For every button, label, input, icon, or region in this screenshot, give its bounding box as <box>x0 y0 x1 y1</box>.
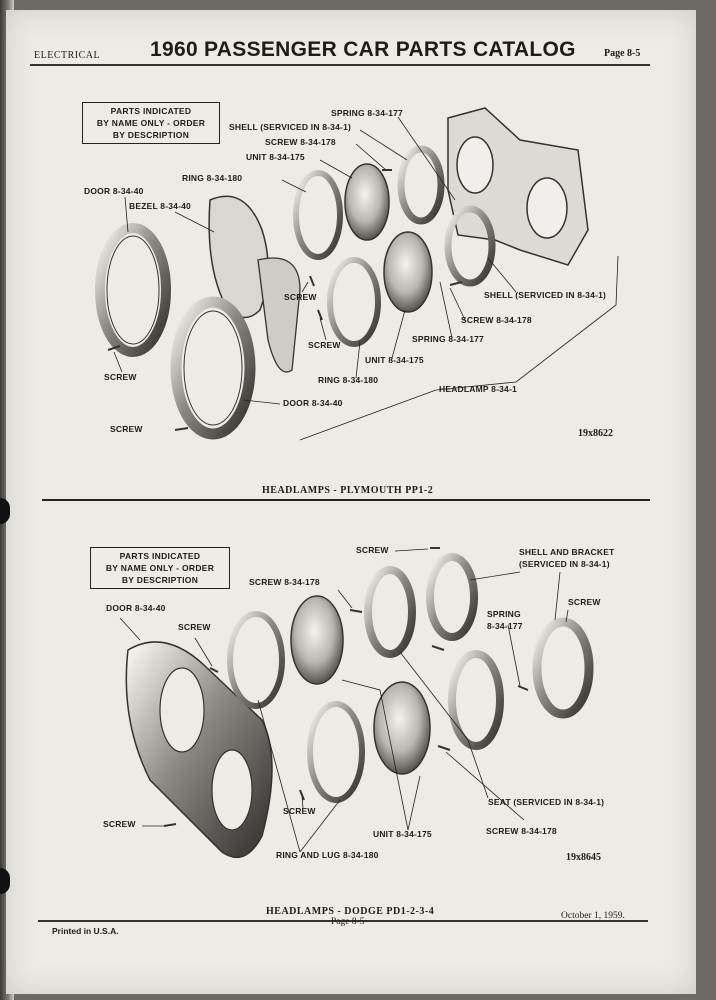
screw-label: SCREW 8-34-178 <box>486 826 557 836</box>
ring-part <box>296 173 340 257</box>
ring-label: RING 8-34-180 <box>318 375 379 385</box>
section-label: ELECTRICAL <box>34 50 101 61</box>
sealed-beam-unit <box>374 682 430 774</box>
order-note-box: PARTS INDICATED BY NAME ONLY - ORDER BY DESCRIPTION <box>82 102 220 144</box>
sealed-beam-unit <box>384 232 432 312</box>
unit-label: UNIT 8-34-175 <box>365 355 424 365</box>
screw-label: SCREW <box>103 819 136 829</box>
figure-caption: HEADLAMPS - DODGE PD1-2-3-4 <box>266 906 435 917</box>
figure-number: 19x8645 <box>566 852 601 863</box>
order-note-box: PARTS INDICATED BY NAME ONLY - ORDER BY DESCRIPTION <box>90 547 230 589</box>
printed-in-label: Printed in U.S.A. <box>52 926 119 936</box>
ring-part <box>230 614 282 706</box>
screw-label: SCREW 8-34-178 <box>249 577 320 587</box>
page-number: Page 8-5 <box>604 48 641 59</box>
unit-label: UNIT 8-34-175 <box>246 152 305 162</box>
spring-label: SPRING 8-34-177 <box>331 108 403 118</box>
shell-bracket-sub-label: (SERVICED IN 8-34-1) <box>519 559 610 569</box>
spring-label: SPRING 8-34-177 <box>412 334 484 344</box>
ring-part <box>330 260 378 344</box>
screw-label: SCREW <box>356 545 389 555</box>
screw-label: SCREW <box>283 806 316 816</box>
seat-label: SEAT (SERVICED IN 8-34-1) <box>488 797 605 807</box>
sealed-beam-unit <box>291 596 343 684</box>
door-part <box>176 302 250 434</box>
door-part <box>126 642 272 857</box>
figure-number: 19x8622 <box>578 428 613 439</box>
ring-part <box>310 704 362 800</box>
spring-number-label: 8-34-177 <box>487 621 523 631</box>
screw-label: SCREW <box>178 622 211 632</box>
screw-label: SCREW 8-34-178 <box>265 137 336 147</box>
shell-bracket-part <box>537 622 589 714</box>
seat-part <box>368 570 412 654</box>
section-divider <box>42 499 650 501</box>
door-label: DOOR 8-34-40 <box>283 398 343 408</box>
screw-label: SCREW <box>284 292 317 302</box>
door-part <box>100 228 166 352</box>
bezel-label: BEZEL 8-34-40 <box>129 201 191 211</box>
figure1-art <box>100 108 618 440</box>
shell-bracket-label: SHELL AND BRACKET <box>519 547 615 557</box>
sealed-beam-unit <box>345 164 389 240</box>
unit-label: UNIT 8-34-175 <box>373 829 432 839</box>
screw-label: SCREW 8-34-178 <box>461 315 532 325</box>
shell-label: SHELL (SERVICED IN 8-34-1) <box>229 122 352 132</box>
catalog-title: 1960 PASSENGER CAR PARTS CATALOG <box>150 38 576 61</box>
screw-label: SCREW <box>110 424 143 434</box>
door-label: DOOR 8-34-40 <box>84 186 144 196</box>
footer-page-number: Page 8-5 <box>331 917 365 927</box>
screw-label: SCREW <box>308 340 341 350</box>
ring-lug-label: RING AND LUG 8-34-180 <box>276 850 379 860</box>
headlamp-label: HEADLAMP 8-34-1 <box>439 384 517 394</box>
screw-label: SCREW <box>104 372 137 382</box>
catalog-date: October 1, 1959. <box>561 911 625 921</box>
seat-part <box>452 654 500 746</box>
ring-label: RING 8-34-180 <box>182 173 243 183</box>
figure-caption: HEADLAMPS - PLYMOUTH PP1-2 <box>262 485 434 496</box>
screw-label: SCREW <box>568 597 601 607</box>
spring-label: SPRING <box>487 609 521 619</box>
shell-bracket-part <box>430 557 474 637</box>
shell-label: SHELL (SERVICED IN 8-34-1) <box>484 290 607 300</box>
figure2-art <box>120 548 589 857</box>
door-label: DOOR 8-34-40 <box>106 603 166 613</box>
